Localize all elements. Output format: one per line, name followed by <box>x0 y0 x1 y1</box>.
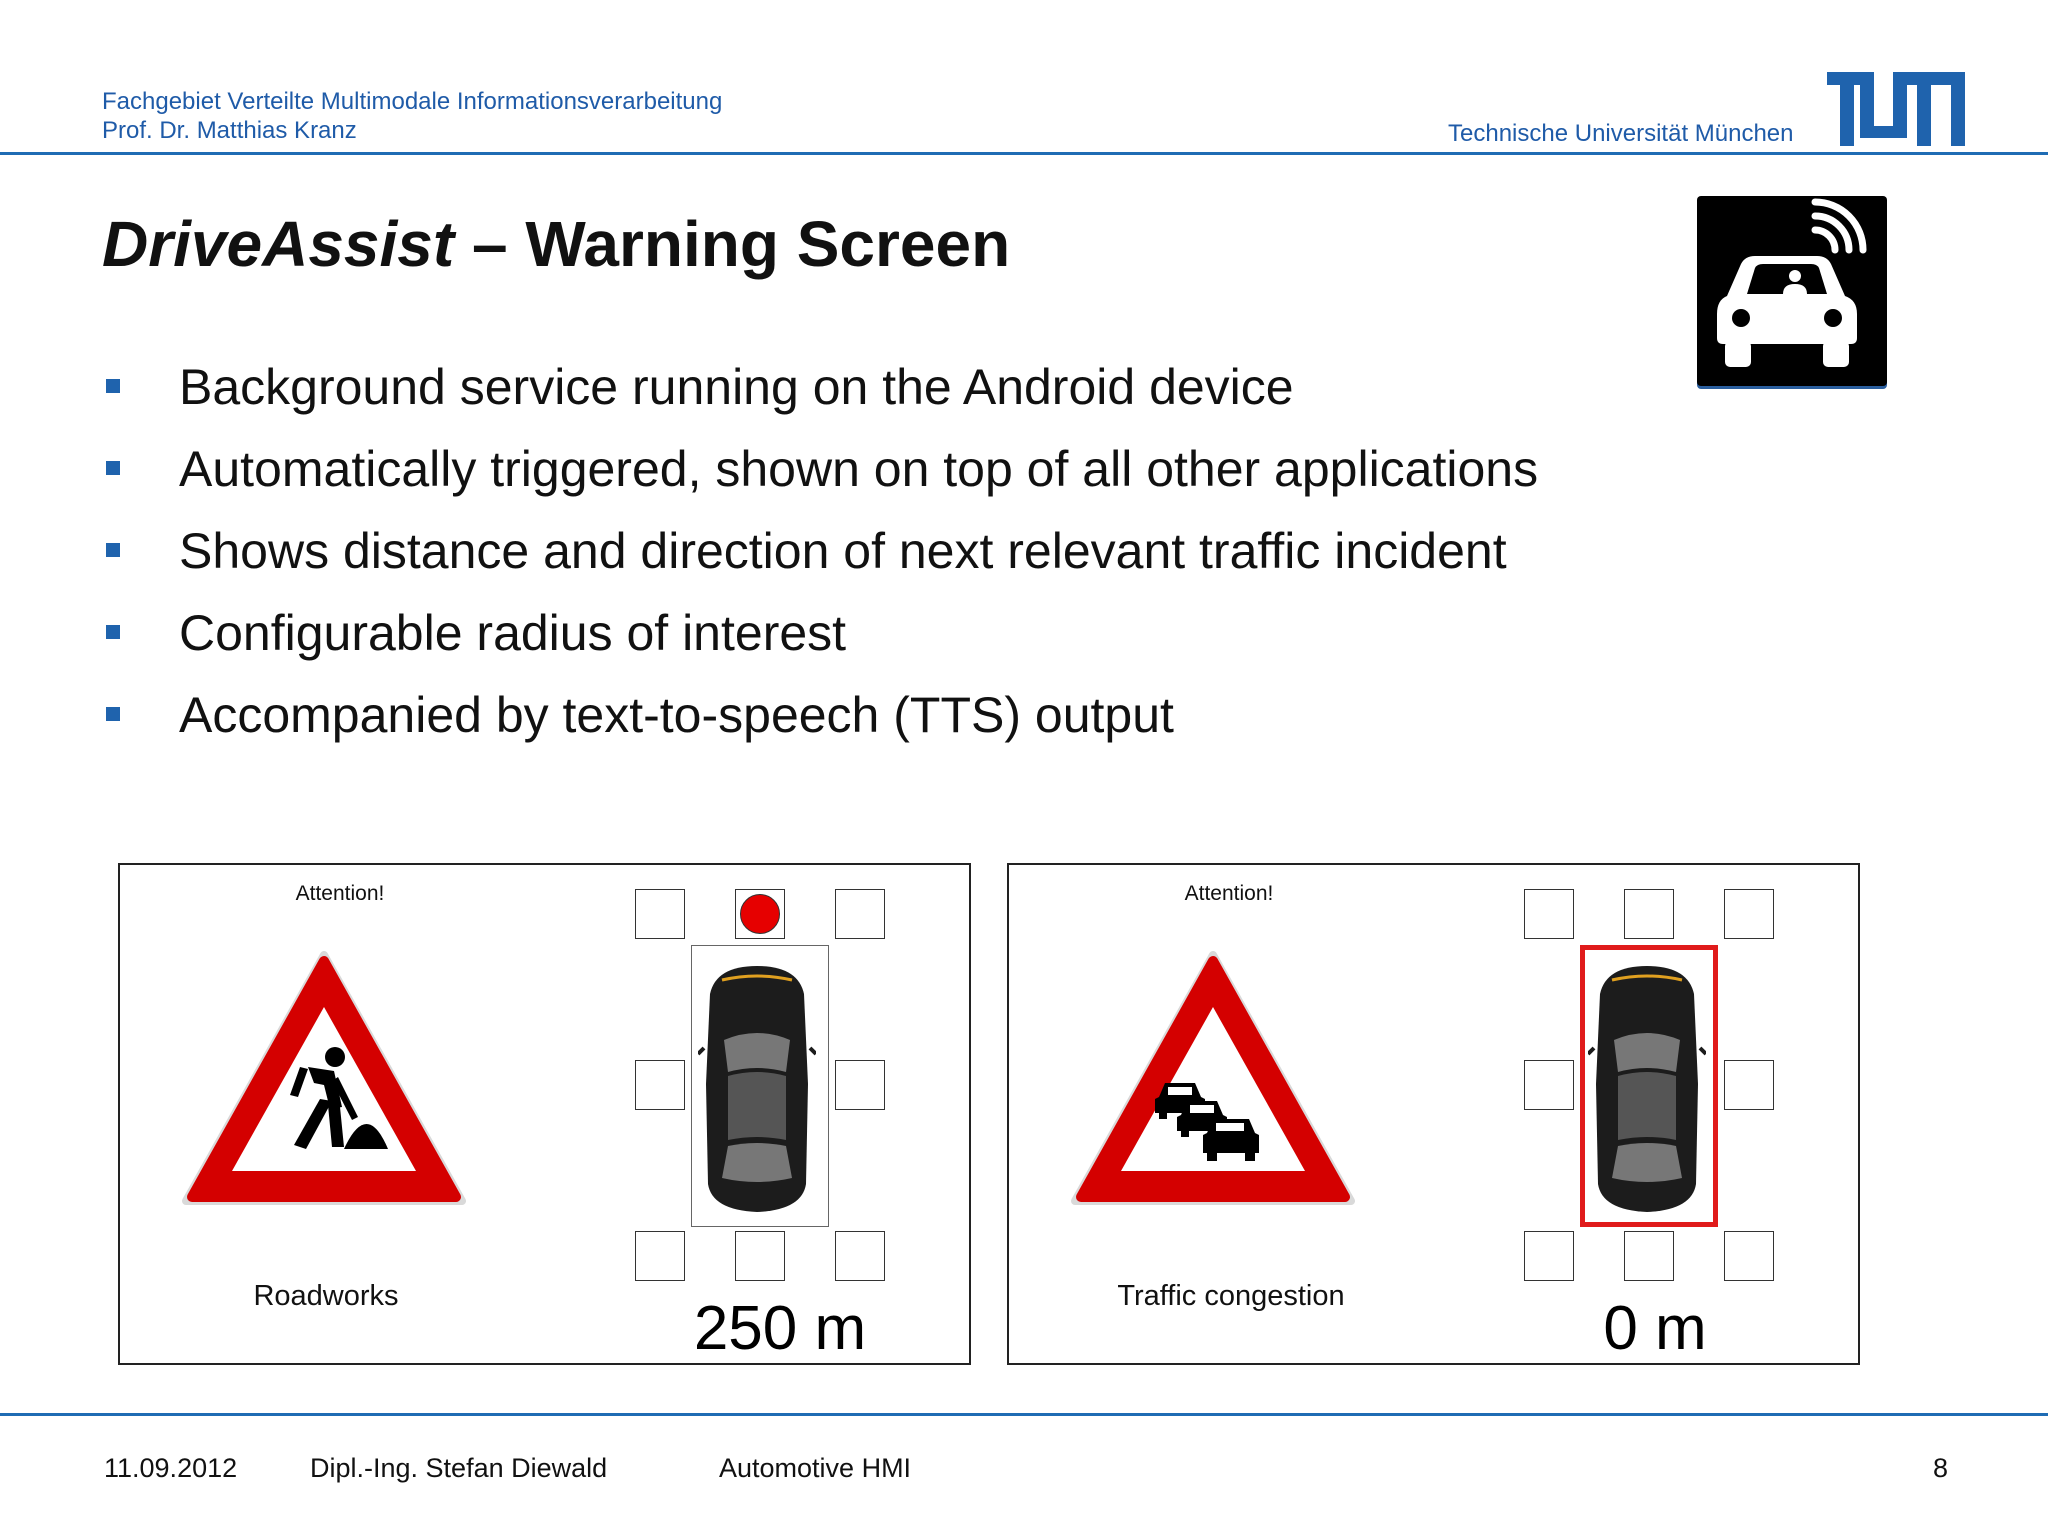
roadworks-sign-icon <box>182 949 467 1209</box>
footer-divider <box>0 1413 2048 1416</box>
footer-author: Dipl.-Ing. Stefan Diewald <box>310 1453 608 1483</box>
car-wireless-signal-icon <box>1697 196 1887 386</box>
direction-cell <box>635 1060 685 1110</box>
header-professor: Prof. Dr. Matthias Kranz <box>102 117 357 144</box>
bullet-text: Background service running on the Android device <box>179 359 1294 415</box>
own-car-box <box>691 945 829 1227</box>
attention-label: Attention! <box>295 882 385 905</box>
car-top-view-icon <box>698 964 816 1214</box>
direction-cell <box>1524 1231 1574 1281</box>
bullet-text: Automatically triggered, shown on top of all other applications <box>179 441 1539 497</box>
footer-topic: Automotive HMI <box>719 1453 912 1483</box>
direction-cell <box>835 889 885 939</box>
bullet-marker <box>106 461 120 475</box>
bullet-text: Accompanied by text-to-speech (TTS) output <box>179 687 1174 743</box>
direction-cell <box>635 889 685 939</box>
attention-label: Attention! <box>1184 882 1274 905</box>
title-app-name: DriveAssist <box>102 208 455 280</box>
direction-indicator-dot <box>740 894 780 934</box>
bullet-marker <box>106 625 120 639</box>
page-number: 8 <box>1932 1453 1948 1483</box>
tum-logo-icon <box>1827 72 1965 146</box>
header-department: Fachgebiet Verteilte Multimodale Informationsverarbeitung <box>102 88 723 115</box>
direction-cell <box>1524 889 1574 939</box>
incident-label: Traffic congestion <box>1117 1280 1345 1312</box>
bullet-marker <box>106 543 120 557</box>
warning-screen-traffic-congestion <box>1007 863 1860 1365</box>
bullet-text: Configurable radius of interest <box>179 605 847 661</box>
app-icon <box>1697 196 1887 386</box>
distance-value: 0 m <box>1603 1294 1707 1363</box>
direction-cell <box>1624 1231 1674 1281</box>
title-rest: – Warning Screen <box>454 208 1011 280</box>
traffic-congestion-sign-icon <box>1071 949 1356 1209</box>
direction-cell <box>635 1231 685 1281</box>
direction-cell <box>1724 1231 1774 1281</box>
direction-cell <box>1624 889 1674 939</box>
own-car-box-highlighted <box>1580 945 1718 1227</box>
warning-screen-roadworks <box>118 863 971 1365</box>
direction-cell <box>835 1060 885 1110</box>
direction-cell <box>1724 889 1774 939</box>
bullet-marker <box>106 707 120 721</box>
bullet-marker <box>106 379 120 393</box>
direction-cell <box>835 1231 885 1281</box>
page-title <box>102 204 1010 284</box>
distance-value: 250 m <box>693 1294 867 1363</box>
direction-cell <box>735 1231 785 1281</box>
bullet-text: Shows distance and direction of next relevant traffic incident <box>179 523 1507 579</box>
direction-cell-front <box>735 889 785 939</box>
direction-cell <box>1524 1060 1574 1110</box>
footer-date: 11.09.2012 <box>104 1453 238 1483</box>
header-divider <box>0 152 2048 155</box>
direction-cell <box>1724 1060 1774 1110</box>
incident-label: Roadworks <box>253 1280 399 1312</box>
header-university: Technische Universität München <box>1448 120 1794 147</box>
car-top-view-icon <box>1588 964 1706 1214</box>
